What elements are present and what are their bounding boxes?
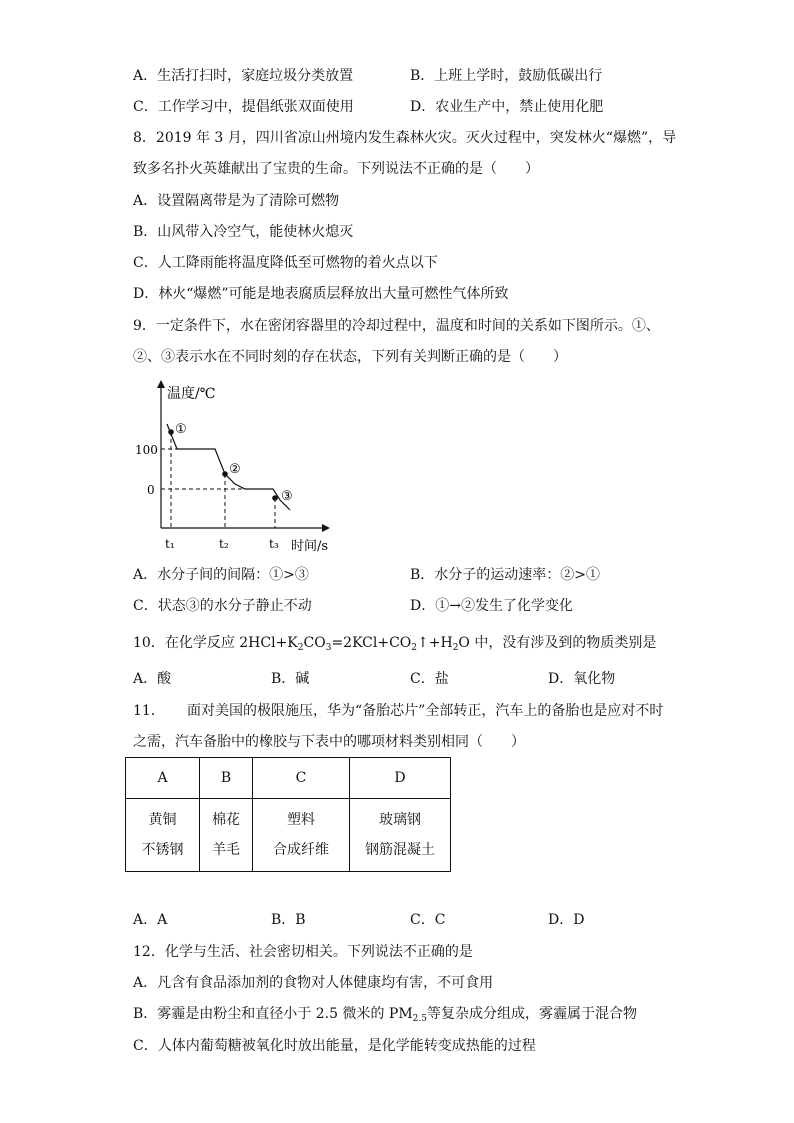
x-tick-t3: t₃ (269, 537, 279, 551)
q12-option-b (133, 1005, 637, 1028)
table-header-b: B (200, 758, 253, 799)
cell-b-item2: 羊毛 (212, 842, 240, 858)
cell-d-item1: 玻璃钢 (379, 812, 421, 828)
q7-option-b: B．上班上学时，鼓励低碳出行 (410, 68, 603, 84)
q10-equation: $2HCl+K_2CO_3=2KCl+CO_2↑+H_2O$ (239, 635, 470, 653)
q8-option-d: D．林火“爆燃”可能是地表腐质层释放出大量可燃性气体所致 (133, 286, 509, 302)
cell-b-item1: 棉花 (212, 812, 240, 828)
q8-option-a: A．设置隔离带是为了清除可燃物 (133, 193, 340, 209)
q8-stem-line2: 致多名扑火英雄献出了宝贵的生命。下列说法不正确的是（ ） (133, 161, 539, 177)
q11-option-a: A．A (133, 912, 168, 928)
y-axis-label: 温度/℃ (167, 386, 216, 402)
cell-c-item2: 合成纤维 (273, 842, 329, 858)
q10-stem (133, 634, 656, 657)
q10-option-a: A．酸 (133, 671, 172, 687)
cell-c-item1: 塑料 (287, 812, 315, 828)
q7-option-d: D．农业生产中，禁止使用化肥 (410, 99, 604, 115)
point-1-label: ① (175, 422, 187, 437)
table-cell-c (253, 799, 350, 872)
q10-option-b: B．碱 (271, 671, 310, 687)
cooling-curve-graph (125, 378, 355, 558)
table-row (126, 799, 451, 872)
q11-option-d: D．D (548, 912, 585, 928)
q9-stem-line2: ②、③表示水在不同时刻的存在状态，下列有关判断正确的是（ ） (133, 349, 567, 365)
cell-d-item2: 钢筋混凝土 (365, 842, 435, 858)
point-1 (168, 429, 174, 435)
q11-number: 11． (133, 703, 165, 719)
q9-stem-line1: 9．一定条件下，水在密闭容器里的冷却过程中，温度和时间的关系如下图所示。①、 (133, 318, 660, 334)
q12-option-a: A．凡含有食品添加剂的食物对人体健康均有害，不可食用 (133, 975, 494, 991)
q9-option-c: C．状态③的水分子静止不动 (133, 598, 312, 614)
point-3 (272, 495, 278, 501)
table-header-c: C (253, 758, 350, 799)
q9-option-d: D．①→②发生了化学变化 (410, 598, 573, 614)
point-3-label: ③ (281, 489, 293, 504)
y-axis-arrow (157, 380, 165, 388)
q7-option-c: C．工作学习中，提倡纸张双面使用 (133, 99, 354, 115)
q12-option-b-sub: 2.5 (412, 1014, 427, 1024)
x-tick-t2: t₂ (219, 537, 229, 551)
table-cell-a (126, 799, 200, 872)
q10-stem-prefix: 10．在化学反应 (133, 635, 240, 651)
q11-option-c: C．C (410, 912, 446, 928)
q10-option-d: D．氧化物 (548, 671, 616, 687)
q10-stem-suffix: 中，没有涉及到的物质类别是 (469, 635, 657, 651)
q11-option-b: B．B (271, 912, 306, 928)
table-header-row (126, 758, 451, 799)
q8-option-c: C．人工降雨能将温度降低至可燃物的着火点以下 (133, 255, 438, 271)
x-axis-label: 时间/s (291, 539, 329, 554)
cell-a-item1: 黄铜 (148, 812, 177, 828)
q7-option-a: A．生活打扫时，家庭垃圾分类放置 (133, 68, 354, 84)
q12-option-c: C．人体内葡萄糖被氧化时放出能量，是化学能转变成热能的过程 (133, 1038, 536, 1054)
q9-option-b: B．水分子的运动速率：②>① (410, 567, 601, 583)
table-cell-d (350, 799, 451, 872)
q11-stem-line2: 之需，汽车备胎中的橡胶与下表中的哪项材料类别相同（ ） (133, 734, 525, 750)
q12-stem: 12．化学与生活、社会密切相关。下列说法不正确的是 (133, 944, 473, 960)
q11-stem-line1: 面对美国的极限施压，华为“备胎芯片”全部转正，汽车上的备胎也是应对不时 (187, 703, 664, 719)
x-axis-arrow (322, 524, 330, 532)
q12-option-b-pre: B．雾霾是由粉尘和直径小于 2.5 微米的 PM (133, 1006, 413, 1022)
table-header-a: A (126, 758, 200, 799)
materials-table (125, 757, 451, 872)
q8-stem-line1: 8．2019 年 3 月，四川省凉山州境内发生森林火灾。灭火过程中，突发林火“爆燃”，导 (133, 130, 677, 146)
q12-option-b-post: 等复杂成分组成，雾霾属于混合物 (427, 1006, 637, 1022)
y-tick-0: 0 (147, 483, 155, 497)
table-cell-b (200, 799, 253, 872)
point-2-label: ② (229, 462, 241, 477)
q10-option-c: C．盐 (410, 671, 449, 687)
x-tick-t1: t₁ (165, 537, 175, 551)
q8-option-b: B．山风带入冷空气，能使林火熄灭 (133, 224, 354, 240)
table-header-d: D (350, 758, 451, 799)
y-tick-100: 100 (135, 443, 158, 457)
cell-a-item2: 不锈钢 (141, 842, 184, 858)
point-2 (222, 471, 228, 477)
q9-option-a: A．水分子间的间隔：①>③ (133, 567, 309, 583)
